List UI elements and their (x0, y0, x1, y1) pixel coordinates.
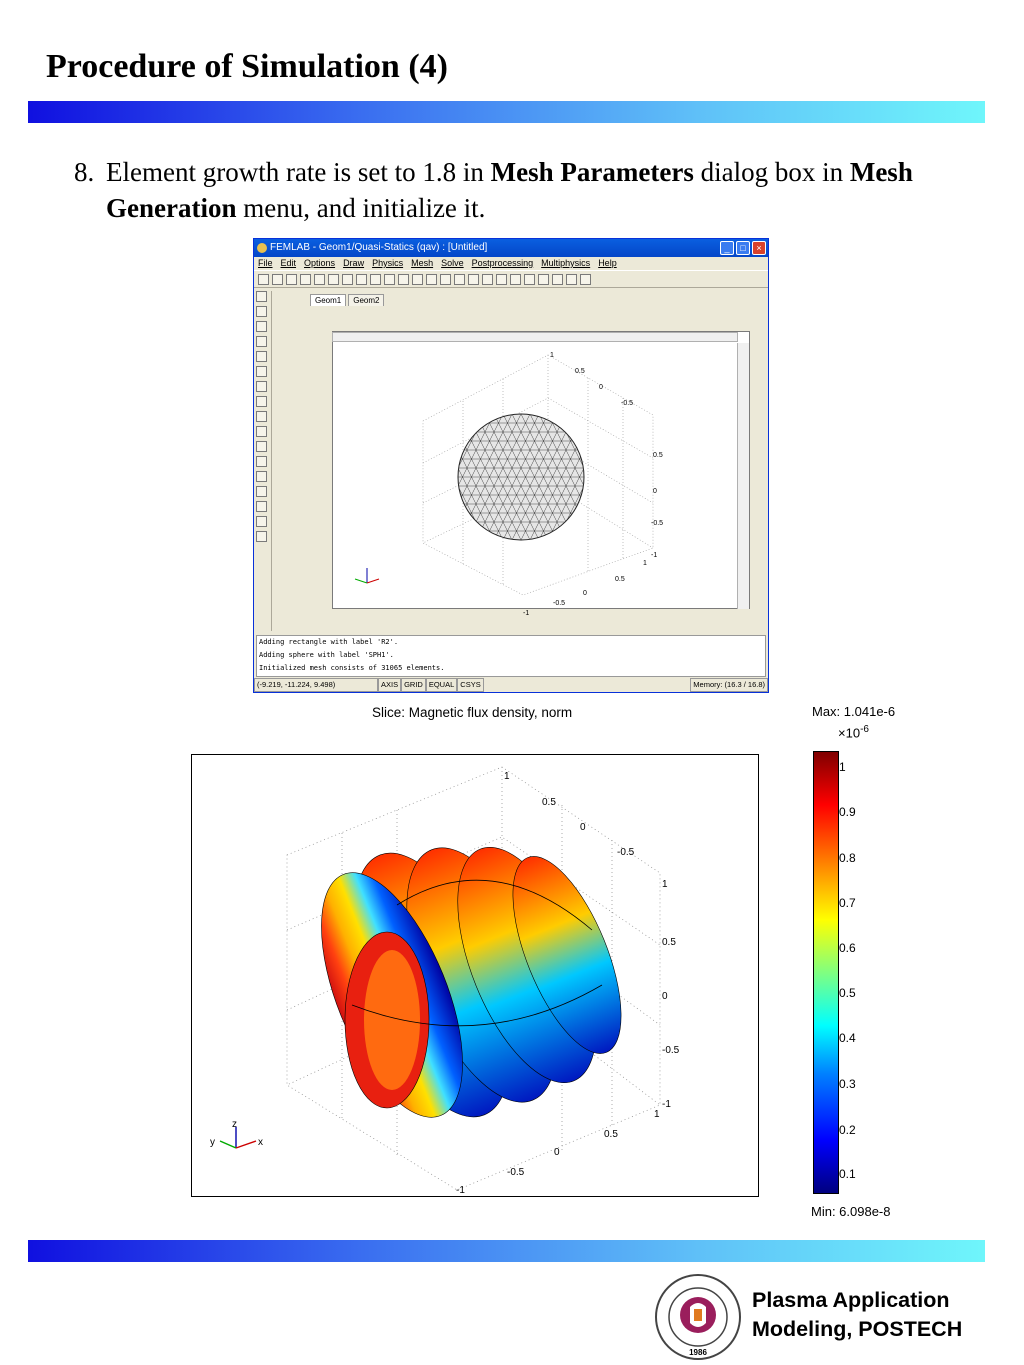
rotate-icon[interactable] (256, 291, 267, 302)
menu-bar (254, 257, 768, 270)
colorbar-min-label: Min: 6.098e-8 (811, 1204, 891, 1219)
yz-view-icon[interactable] (256, 471, 267, 482)
femlab-window (253, 238, 769, 693)
memory-readout: Memory: (16.3 / 16.8) (690, 678, 768, 692)
footer-org (752, 1286, 962, 1344)
orbit-icon[interactable] (256, 306, 267, 317)
mesh-tick: 0 (653, 488, 657, 495)
remove-block-icon[interactable] (256, 531, 267, 542)
step-description (106, 154, 954, 226)
colorbar-scale-exponent: -6 (860, 724, 869, 735)
colorbar-scale-label (838, 724, 869, 740)
reset-icon[interactable] (256, 381, 267, 392)
status-bar (254, 678, 768, 692)
help-icon[interactable] (580, 274, 591, 285)
colorbar-tick: 0.6 (839, 941, 856, 955)
zoom-window-icon[interactable] (482, 274, 493, 285)
menu-multiphysics[interactable]: Multiphysics (541, 258, 591, 268)
slice-tick-top: 0.5 (542, 797, 556, 808)
step-bold-mesh-parameters: Mesh Parameters (490, 157, 694, 187)
menu-edit[interactable]: Edit (280, 258, 297, 268)
step-number: 8. (74, 157, 95, 187)
slice-tick-right: 0.5 (662, 937, 676, 948)
triad-label-y: y (210, 1137, 215, 1148)
paste-icon[interactable] (342, 274, 353, 285)
zoom-icon[interactable] (256, 321, 267, 332)
boundary-icon[interactable] (398, 274, 409, 285)
print-icon[interactable] (300, 274, 311, 285)
mesh-tick: -1 (523, 610, 530, 617)
footer-line2: Modeling, POSTECH (752, 1317, 963, 1341)
app-icon (257, 243, 267, 253)
header-gradient-bar (28, 101, 985, 123)
logo-year: 1986 (689, 1348, 707, 1357)
colorbar-tick: 0.4 (839, 1031, 856, 1045)
tab-geom1[interactable]: Geom1 (310, 294, 346, 306)
colorbar-tick: 1 (839, 760, 846, 774)
slice-plot (192, 755, 758, 1196)
zoom-in-icon[interactable] (454, 274, 465, 285)
solve-icon[interactable] (496, 274, 507, 285)
menu-mesh[interactable]: Mesh (411, 258, 434, 268)
colorbar-tick: 0.9 (839, 805, 856, 819)
mesh-tick: -0.5 (553, 600, 566, 607)
slice-tick-bottom: 0 (554, 1147, 560, 1158)
step-part: Element growth rate is set to 1.8 in (106, 157, 491, 187)
menu-postprocessing[interactable]: Postprocessing (471, 258, 534, 268)
grid-toggle[interactable]: GRID (401, 678, 426, 692)
menu-solve[interactable]: Solve (441, 258, 464, 268)
select-arrow-icon[interactable] (356, 274, 367, 285)
main-toolbar (254, 270, 768, 288)
slice-tick-top: -0.5 (617, 847, 635, 858)
step-part: dialog box in (693, 157, 850, 187)
horizontal-scrollbar[interactable] (332, 332, 738, 342)
plot-title: Slice: Magnetic flux density, norm (372, 705, 573, 720)
log-line: Initialized mesh consists of 31065 elements. (259, 664, 445, 672)
omega-icon[interactable] (552, 274, 563, 285)
subdomain-icon[interactable] (384, 274, 395, 285)
mesh-tick: -0.5 (651, 520, 664, 527)
slice-tick-bottom: 0.5 (604, 1129, 618, 1140)
menu-options[interactable]: Options (304, 258, 336, 268)
geometry-tabs (310, 294, 384, 306)
log-line: Adding sphere with label 'SPH1'. (259, 651, 394, 659)
menu-file[interactable]: File (258, 258, 273, 268)
slice-tick-bottom: -0.5 (507, 1167, 525, 1178)
copy-icon[interactable] (328, 274, 339, 285)
colorbar-tick: 0.8 (839, 851, 856, 865)
colorbar-tick: 0.3 (839, 1077, 856, 1091)
log-line: Adding rectangle with label 'R2'. (259, 638, 399, 646)
mesh-tick: 1 (643, 560, 647, 567)
open-file-icon[interactable] (272, 274, 283, 285)
slice-plot-box (191, 754, 759, 1197)
slice-tick-right: 0 (662, 991, 668, 1002)
mesh-tick: 0.5 (615, 576, 625, 583)
left-toolbar (256, 291, 270, 591)
equal-toggle[interactable]: EQUAL (426, 678, 457, 692)
mesh-icon[interactable] (426, 274, 437, 285)
mesh-tick: 0 (599, 384, 603, 391)
camera-icon[interactable] (538, 274, 549, 285)
slice-tick-bottom: -1 (456, 1185, 465, 1196)
window-title: FEMLAB - Geom1/Quasi-Statics (qav) : [Untitled] (270, 242, 488, 253)
slice-tick-top: 1 (504, 771, 510, 782)
xy-view-icon[interactable] (256, 456, 267, 467)
plot-icon[interactable] (510, 274, 521, 285)
csys-toggle[interactable]: CSYS (457, 678, 483, 692)
postech-logo (654, 1273, 742, 1361)
step-text (74, 154, 954, 226)
zoom-out-icon[interactable] (468, 274, 479, 285)
message-log (256, 635, 766, 677)
mesh-tick: 0.5 (653, 452, 663, 459)
mesh-tick: 1 (550, 352, 554, 359)
colorbar (813, 751, 839, 1194)
forward-arrow-icon[interactable] (256, 411, 267, 422)
add-block-icon[interactable] (256, 516, 267, 527)
triad-label-z: z (232, 1119, 237, 1130)
parameters-icon[interactable] (524, 274, 535, 285)
menu-help[interactable]: Help (598, 258, 617, 268)
step-part: menu, and initialize it. (236, 193, 486, 223)
move-icon[interactable] (256, 336, 267, 347)
save-icon[interactable] (286, 274, 297, 285)
headlight-icon[interactable] (256, 366, 267, 377)
colorbar-max-label: Max: 1.041e-6 (812, 704, 896, 719)
slice-axis-triad (210, 1119, 263, 1148)
window-titlebar (254, 239, 768, 257)
new-file-icon[interactable] (258, 274, 269, 285)
status-spacer (484, 678, 691, 692)
footer-gradient-bar (28, 1240, 985, 1262)
sphere-icon[interactable] (566, 274, 577, 285)
close-button[interactable]: × (752, 241, 766, 255)
triad-label-x: x (258, 1137, 263, 1148)
light-icon[interactable] (256, 351, 267, 362)
footer-line1: Plasma Application (752, 1288, 950, 1312)
colorbar-tick: 0.2 (839, 1123, 856, 1137)
colorbar-scale-base: ×10 (838, 725, 861, 741)
colorbar-tick: 0.7 (839, 896, 856, 910)
refine-icon[interactable] (440, 274, 451, 285)
colorbar-tick: 0.1 (839, 1167, 856, 1181)
coordinates-readout: (-9.219, -11.224, 9.498) (254, 678, 378, 692)
vertical-scrollbar[interactable] (737, 343, 749, 609)
minimize-button[interactable]: _ (720, 241, 734, 255)
triangle-icon[interactable] (370, 274, 381, 285)
maximize-button[interactable]: □ (736, 241, 750, 255)
box-solid-icon[interactable] (256, 441, 267, 452)
mesh-axis-triad (355, 568, 379, 583)
mesh-plot (333, 343, 737, 617)
cut-icon[interactable] (314, 274, 325, 285)
mesh-tick: -1 (651, 552, 658, 559)
toolbar-divider (271, 291, 272, 631)
slice-end-cap-inner (364, 950, 420, 1090)
step-bold-mesh-generation: Mesh Generation (106, 157, 913, 223)
slice-tick-right: -0.5 (662, 1045, 680, 1056)
zx-view-icon[interactable] (256, 486, 267, 497)
tab-geom2[interactable]: Geom2 (348, 294, 384, 306)
mesh-tick: -0.5 (621, 400, 634, 407)
slice-tick-right: 1 (662, 879, 668, 890)
mesh-tick: 0 (583, 590, 587, 597)
menu-physics[interactable]: Physics (372, 258, 404, 268)
slice-tick-top: 0 (580, 822, 586, 833)
box-view-icon[interactable] (256, 426, 267, 437)
axes-view-icon[interactable] (256, 501, 267, 512)
axis-toggle[interactable]: AXIS (378, 678, 401, 692)
slice-bands (292, 827, 643, 1138)
slice-tick-right: -1 (662, 1099, 671, 1110)
menu-draw[interactable]: Draw (343, 258, 365, 268)
colorbar-tick: 0.5 (839, 986, 856, 1000)
mesh-tick: 0.5 (575, 368, 585, 375)
back-arrow-icon[interactable] (256, 396, 267, 407)
equals-icon[interactable] (412, 274, 423, 285)
slice-tick-bottom: 1 (654, 1109, 660, 1120)
slide-title: Procedure of Simulation (4) (46, 48, 448, 85)
